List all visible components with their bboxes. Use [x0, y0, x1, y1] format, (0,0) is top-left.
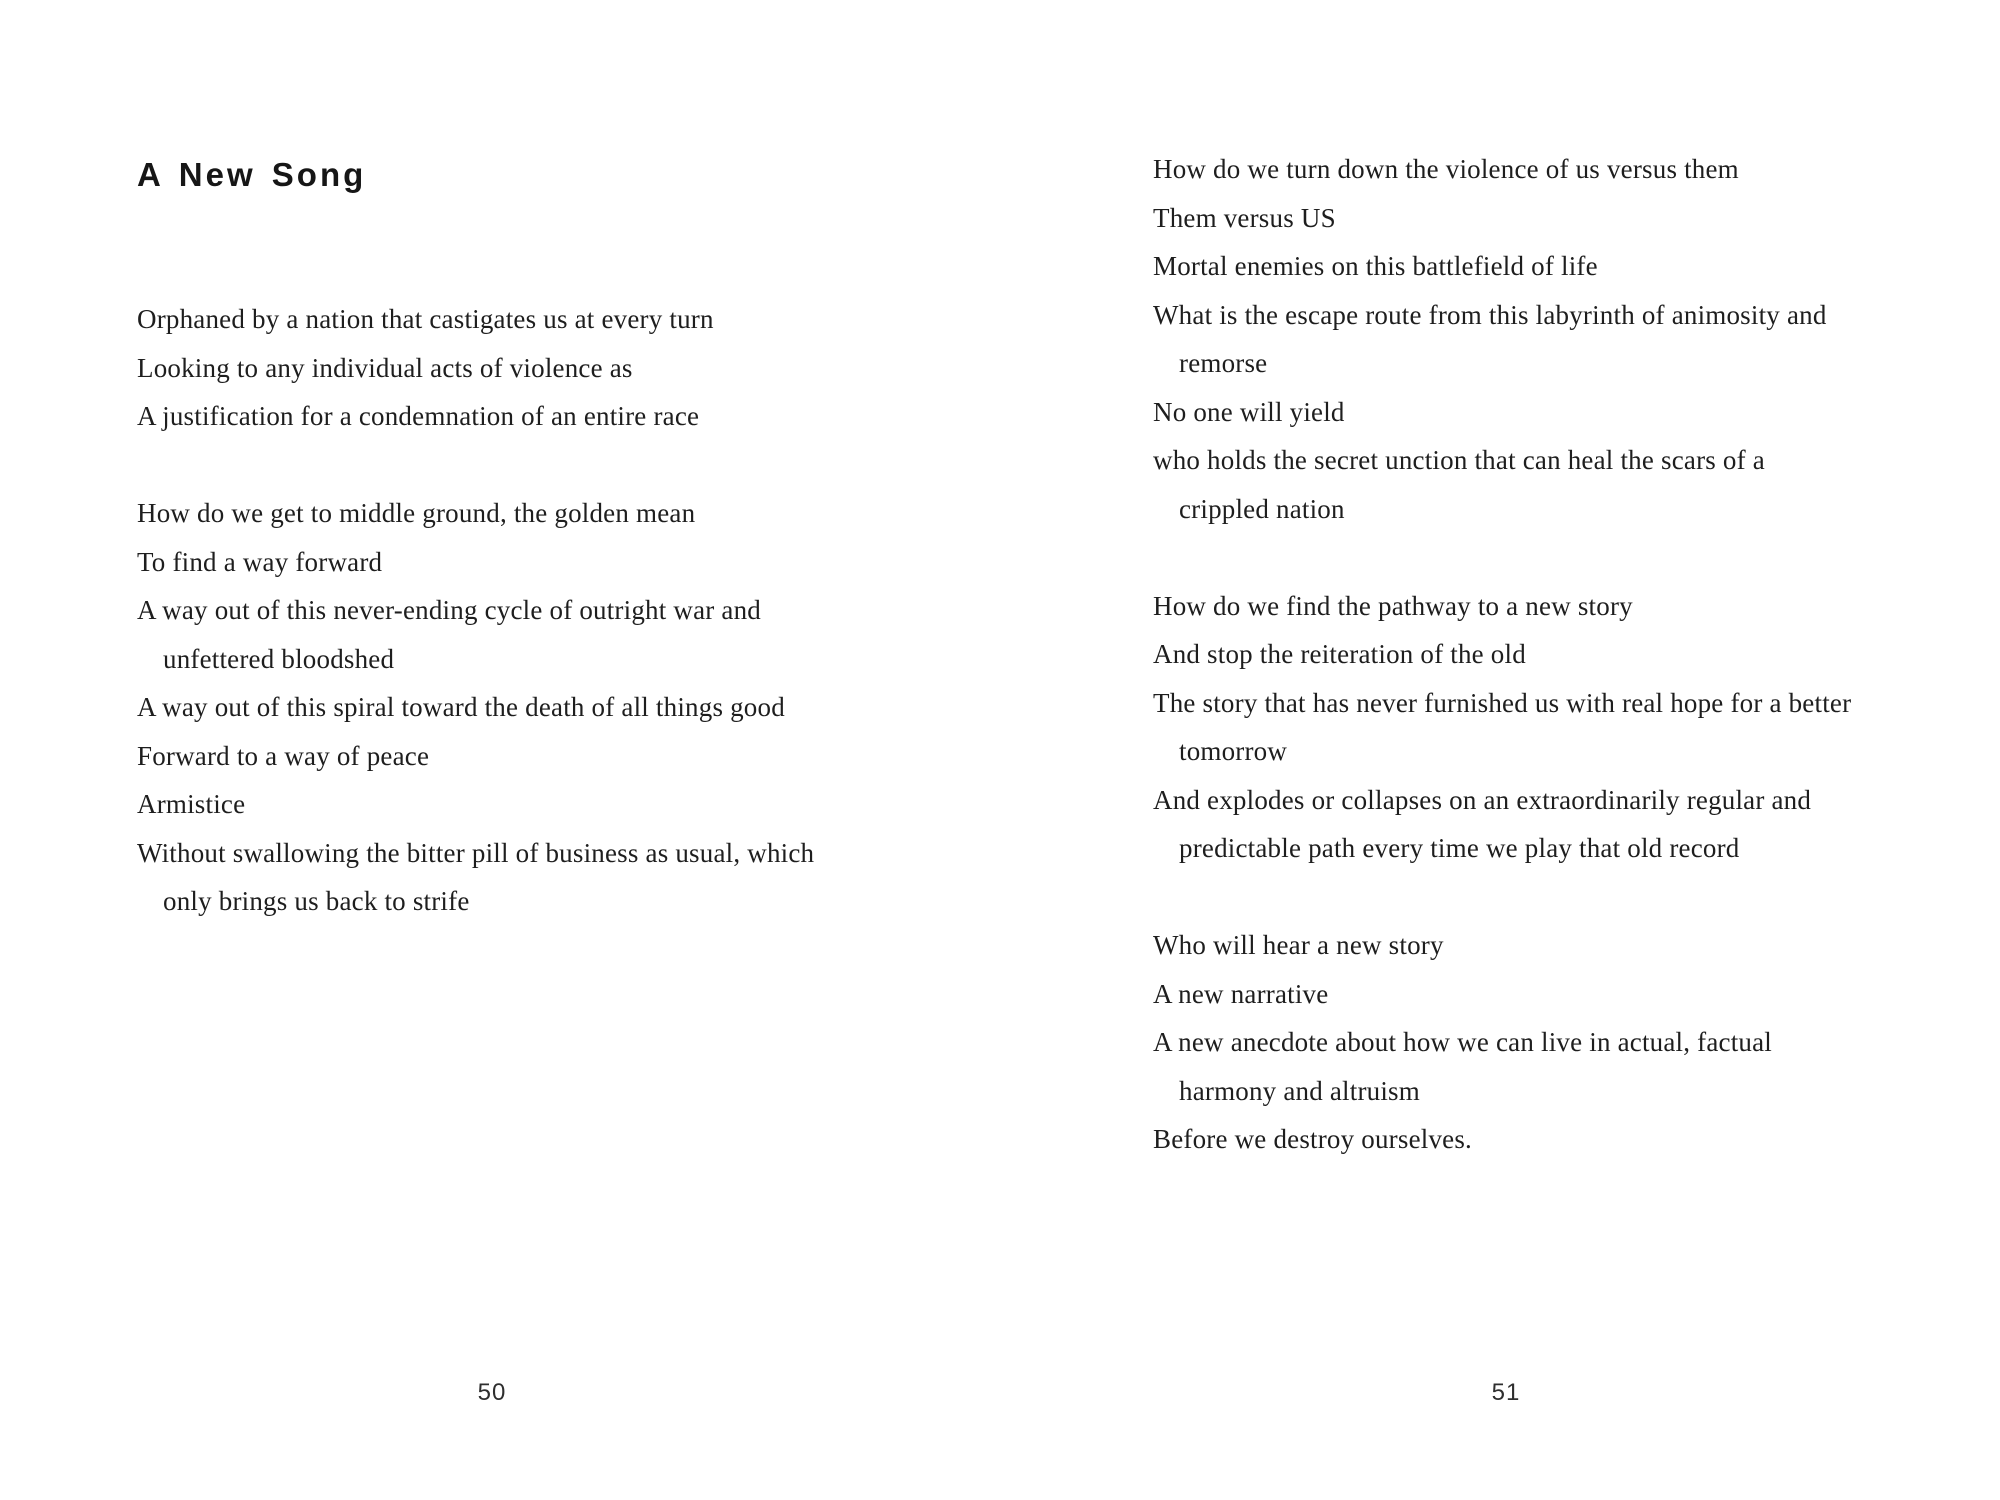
poem-line: A new narrative: [1153, 978, 1329, 1009]
poem-line-continuation: remorse: [1179, 348, 1268, 378]
poem-title: A New Song: [137, 156, 367, 193]
poem-line: And explodes or collapses on an extraordinarily regular and: [1153, 784, 1812, 815]
page-number-right: 51: [1491, 1379, 1521, 1406]
poem-line-continuation: predictable path every time we play that old record: [1179, 833, 1740, 863]
poem-line: Who will hear a new story: [1153, 930, 1444, 960]
poem-body-right: [1153, 145, 1851, 1164]
poem-line: The story that has never furnished us with real hope for a better: [1153, 687, 1852, 718]
poem-line: A way out of this spiral toward the death of all things good: [137, 692, 785, 722]
poem-line: How do we find the pathway to a new story: [1153, 590, 1633, 621]
stanza: [1153, 145, 1851, 533]
page-number-left: 50: [477, 1379, 507, 1406]
poem-line-continuation: crippled nation: [1179, 493, 1345, 524]
poem-line: A justification for a condemnation of an entire race: [137, 401, 700, 431]
poem-line: How do we get to middle ground, the golden mean: [137, 498, 696, 528]
poem-body-left: [137, 295, 814, 926]
poem-line: Mortal enemies on this battlefield of life: [1153, 251, 1598, 281]
poem-line: Them versus US: [1153, 202, 1336, 233]
poem-line: A new anecdote about how we can live in actual, factual: [1153, 1027, 1773, 1057]
poem-line: Forward to a way of peace: [137, 740, 430, 771]
poem-line: Armistice: [137, 789, 246, 819]
stanza: [137, 489, 814, 926]
stanza: [1153, 582, 1851, 873]
poem-line: And stop the reiteration of the old: [1153, 639, 1526, 669]
poem-line: A way out of this never-ending cycle of outright war and: [137, 595, 761, 625]
stanza: [1153, 921, 1851, 1164]
poem-line: Before we destroy ourselves.: [1153, 1124, 1473, 1154]
stanza: [137, 295, 814, 441]
poem-line-continuation: harmony and altruism: [1179, 1075, 1420, 1106]
poem-line-continuation: only brings us back to strife: [163, 886, 470, 916]
poem-line-continuation: unfettered bloodshed: [163, 643, 395, 674]
poem-line: No one will yield: [1153, 396, 1345, 427]
poem-line: How do we turn down the violence of us versus them: [1153, 154, 1739, 184]
poem-line: Looking to any individual acts of violence as: [137, 352, 633, 383]
poem-line: Without swallowing the bitter pill of business as usual, which: [137, 837, 815, 868]
poem-line: What is the escape route from this labyrinth of animosity and: [1153, 299, 1827, 330]
poem-line-continuation: tomorrow: [1179, 736, 1288, 766]
poem-line: who holds the secret unction that can heal the scars of a: [1153, 445, 1765, 475]
poem-line: To find a way forward: [137, 546, 383, 577]
poem-line: Orphaned by a nation that castigates us at every turn: [137, 304, 714, 334]
